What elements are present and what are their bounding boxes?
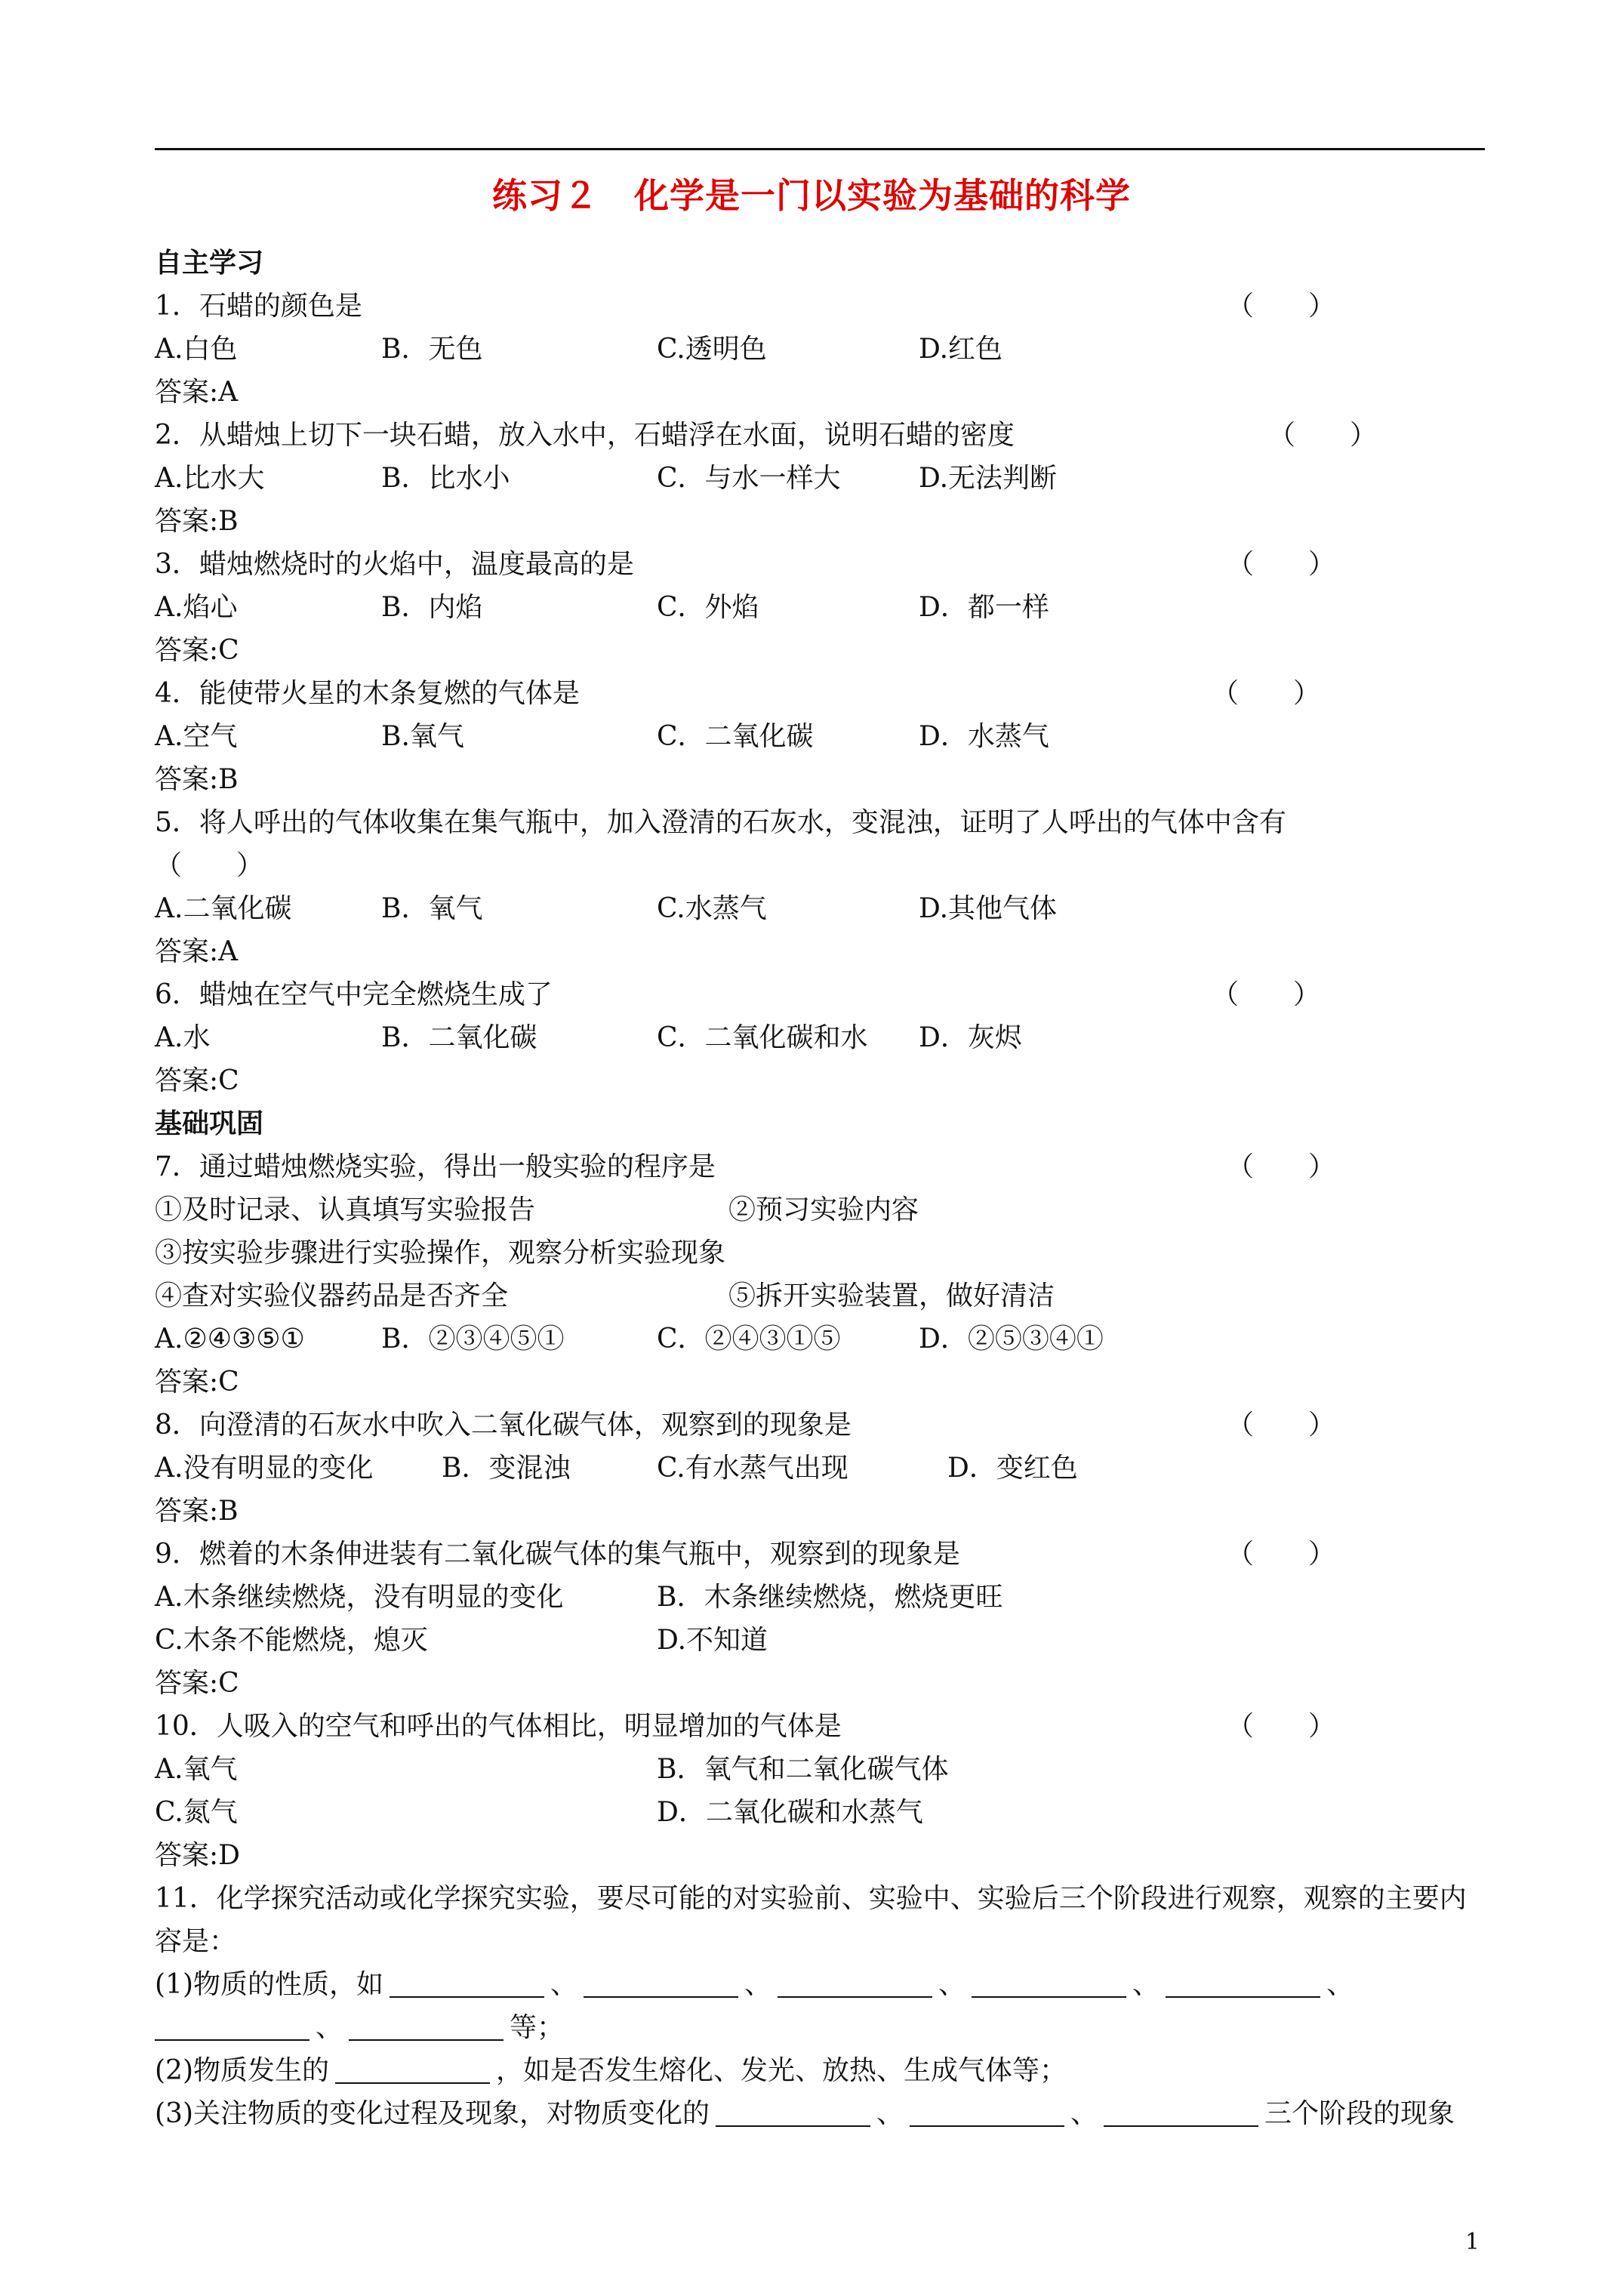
question-3-stem [155, 543, 1485, 586]
question-9-options [155, 1576, 1485, 1619]
question-11-part-3 [155, 2092, 1485, 2135]
question-11-part-2 [155, 2049, 1485, 2092]
question-4-options [155, 715, 1485, 758]
fill-blank[interactable] [972, 1966, 1126, 1998]
option-d: D．灰烬 [919, 1022, 1022, 1053]
answer-line: 答案:D [155, 1840, 240, 1871]
blank-separator: 、 [938, 1969, 966, 2000]
answer-bracket: （ ） [1268, 420, 1378, 451]
part-lead: (1)物质的性质，如 [155, 1969, 383, 2000]
answer-line: 答案:C [155, 1065, 239, 1096]
option-c: C.木条不能燃烧，熄灭 [155, 1625, 428, 1656]
answer-bracket: （ ） [1227, 1410, 1336, 1441]
page-title: 练习２ 化学是一门以实验为基础的科学 [492, 175, 1131, 216]
question-8-stem [155, 1404, 1485, 1447]
option-d: D．水蒸气 [919, 721, 1049, 752]
question-11-stem: 11．化学探究活动或化学探究实验，要尽可能的对实验前、实验中、实验后三个阶段进行观察，观察的主要内容是： [155, 1883, 1467, 1957]
option-c: C．外焰 [657, 592, 759, 623]
question-1-stem [155, 285, 1485, 328]
step-item: ②预习实验内容 [728, 1194, 919, 1225]
question-5-options [155, 887, 1485, 930]
answer-line: 答案:B [155, 506, 239, 537]
option-c: C．二氧化碳 [657, 721, 814, 752]
option-d: D.其他气体 [919, 893, 1058, 924]
question-stem: 2．从蜡烛上切下一块石蜡，放入水中，石蜡浮在水面，说明石蜡的密度 [155, 420, 1015, 451]
option-b: B．变混浊 [442, 1453, 571, 1484]
question-1-options [155, 328, 1485, 371]
option-b: B．②③④⑤① [381, 1324, 565, 1354]
answer-bracket: （ ） [1212, 678, 1321, 709]
question-7-options [155, 1318, 1485, 1361]
option-a: A.②④③⑤① [155, 1324, 305, 1354]
option-b: B．比水小 [381, 463, 510, 494]
page-number: 1 [1464, 2229, 1480, 2255]
question-stem: 9．燃着的木条伸进装有二氧化碳气体的集气瓶中，观察到的现象是 [155, 1539, 960, 1570]
blank-separator: 、 [1132, 1969, 1160, 2000]
answer-line: 答案:C [155, 1668, 239, 1699]
option-b: B．内焰 [381, 592, 483, 623]
part-tail: 等； [510, 2012, 565, 2043]
question-stem: 3．蜡烛燃烧时的火焰中，温度最高的是 [155, 549, 634, 580]
question-2-stem [155, 414, 1485, 457]
fill-blank[interactable] [155, 2009, 310, 2041]
option-a: A.木条继续燃烧，没有明显的变化 [155, 1582, 564, 1613]
blank-separator: 、 [316, 2012, 343, 2043]
option-c: C.水蒸气 [657, 893, 767, 924]
header-rule [155, 148, 1485, 150]
option-c: C.透明色 [657, 334, 767, 365]
answer-bracket: （ ） [155, 850, 264, 881]
fill-blank[interactable] [778, 1966, 932, 1998]
option-c: C．与水一样大 [657, 463, 841, 494]
answer-bracket: （ ） [1227, 291, 1336, 322]
fill-blank[interactable] [1166, 1966, 1320, 1998]
question-2-options [155, 457, 1485, 500]
blank-separator: 、 [1070, 2098, 1098, 2129]
option-b: B．木条继续燃烧，燃烧更旺 [657, 1582, 1003, 1613]
fill-blank[interactable] [390, 1966, 544, 1998]
question-9-options [155, 1619, 1485, 1662]
answer-bracket: （ ） [1227, 1539, 1336, 1570]
step-item: ⑤拆开实验装置，做好清洁 [728, 1281, 1055, 1311]
option-d: D．②⑤③④① [919, 1324, 1104, 1354]
option-a: A.水 [155, 1022, 211, 1053]
option-c: C.氮气 [155, 1797, 238, 1828]
worksheet-body [155, 242, 1485, 2135]
part-lead: (3)关注物质的变化过程及现象，对物质变化的 [155, 2098, 710, 2129]
option-a: A.焰心 [155, 592, 238, 623]
question-5-stem: 5．将人呼出的气体收集在集气瓶中，加入澄清的石灰水，变混浊，证明了人呼出的气体中含有 [155, 807, 1286, 838]
option-a: A.二氧化碳 [155, 893, 292, 924]
question-11-part-1 [155, 1963, 1485, 2006]
question-10-stem [155, 1705, 1485, 1748]
question-stem: 4．能使带火星的木条复燃的气体是 [155, 678, 580, 709]
part-tail: ，如是否发生熔化、发光、放热、生成气体等； [496, 2055, 1067, 2086]
answer-line: 答案:C [155, 1367, 239, 1398]
question-3-options [155, 586, 1485, 629]
fill-blank[interactable] [910, 2095, 1064, 2127]
blank-separator: 、 [876, 2098, 904, 2129]
answer-line: 答案:B [155, 1496, 239, 1527]
question-11-part-1-cont [155, 2006, 1485, 2049]
option-c: C．二氧化碳和水 [657, 1022, 868, 1053]
option-d: D．变红色 [947, 1453, 1078, 1484]
question-7-items [155, 1188, 1485, 1231]
answer-bracket: （ ） [1227, 549, 1336, 580]
question-10-options [155, 1791, 1485, 1834]
question-10-options [155, 1748, 1485, 1791]
section-heading: 自主学习 [155, 247, 264, 279]
answer-line: 答案:C [155, 635, 239, 666]
question-stem: 8．向澄清的石灰水中吹入二氧化碳气体，观察到的现象是 [155, 1410, 852, 1441]
step-item: ③按实验步骤进行实验操作，观察分析实验现象 [155, 1237, 726, 1268]
question-stem: 6．蜡烛在空气中完全燃烧生成了 [155, 979, 553, 1010]
question-9-stem [155, 1533, 1485, 1576]
question-8-options [155, 1447, 1485, 1490]
step-item: ④查对实验仪器药品是否齐全 [155, 1281, 509, 1311]
question-stem: 1．石蜡的颜色是 [155, 291, 362, 322]
question-7-stem [155, 1145, 1485, 1188]
option-b: B.氧气 [381, 721, 464, 752]
answer-bracket: （ ） [1212, 979, 1321, 1010]
step-item: ①及时记录、认真填写实验报告 [155, 1194, 536, 1225]
blank-separator: 、 [550, 1969, 578, 2000]
answer-line: 答案:A [155, 377, 239, 408]
option-d: D．二氧化碳和水蒸气 [657, 1797, 923, 1828]
question-4-stem [155, 672, 1485, 715]
section-heading: 基础巩固 [155, 1108, 264, 1139]
part-lead: (2)物质发生的 [155, 2055, 329, 2086]
option-a: A.空气 [155, 721, 238, 752]
blank-separator: 、 [744, 1969, 772, 2000]
answer-bracket: （ ） [1227, 1151, 1336, 1182]
option-b: B．氧气 [381, 893, 483, 924]
question-6-stem [155, 973, 1485, 1016]
option-a: A.比水大 [155, 463, 265, 494]
option-a: A.氧气 [155, 1754, 238, 1785]
option-a: A.白色 [155, 334, 238, 365]
option-b: B．氧气和二氧化碳气体 [657, 1754, 949, 1785]
fill-blank[interactable] [335, 2052, 490, 2084]
question-stem: 7．通过蜡烛燃烧实验，得出一般实验的程序是 [155, 1151, 716, 1182]
question-stem: 10．人吸入的空气和呼出的气体相比，明显增加的气体是 [155, 1711, 842, 1742]
option-b: B．二氧化碳 [381, 1022, 537, 1053]
option-d: D.红色 [919, 334, 1003, 365]
option-d: D.不知道 [657, 1625, 768, 1656]
option-c: C.有水蒸气出现 [657, 1453, 848, 1484]
blank-separator: 、 [1326, 1969, 1354, 2000]
option-b: B．无色 [381, 334, 483, 365]
option-c: C．②④③①⑤ [657, 1324, 841, 1354]
answer-bracket: （ ） [1227, 1711, 1336, 1742]
option-a: A.没有明显的变化 [155, 1453, 374, 1484]
fill-blank[interactable] [584, 1966, 738, 1998]
fill-blank[interactable] [716, 2095, 870, 2127]
part-tail: 三个阶段的现象 [1264, 2098, 1455, 2129]
answer-line: 答案:A [155, 936, 239, 967]
option-d: D.无法判断 [919, 463, 1058, 494]
fill-blank[interactable] [1104, 2095, 1258, 2127]
question-7-items [155, 1274, 1485, 1318]
option-d: D．都一样 [919, 592, 1049, 623]
answer-line: 答案:B [155, 764, 239, 795]
fill-blank[interactable] [349, 2009, 504, 2041]
question-6-options [155, 1016, 1485, 1059]
